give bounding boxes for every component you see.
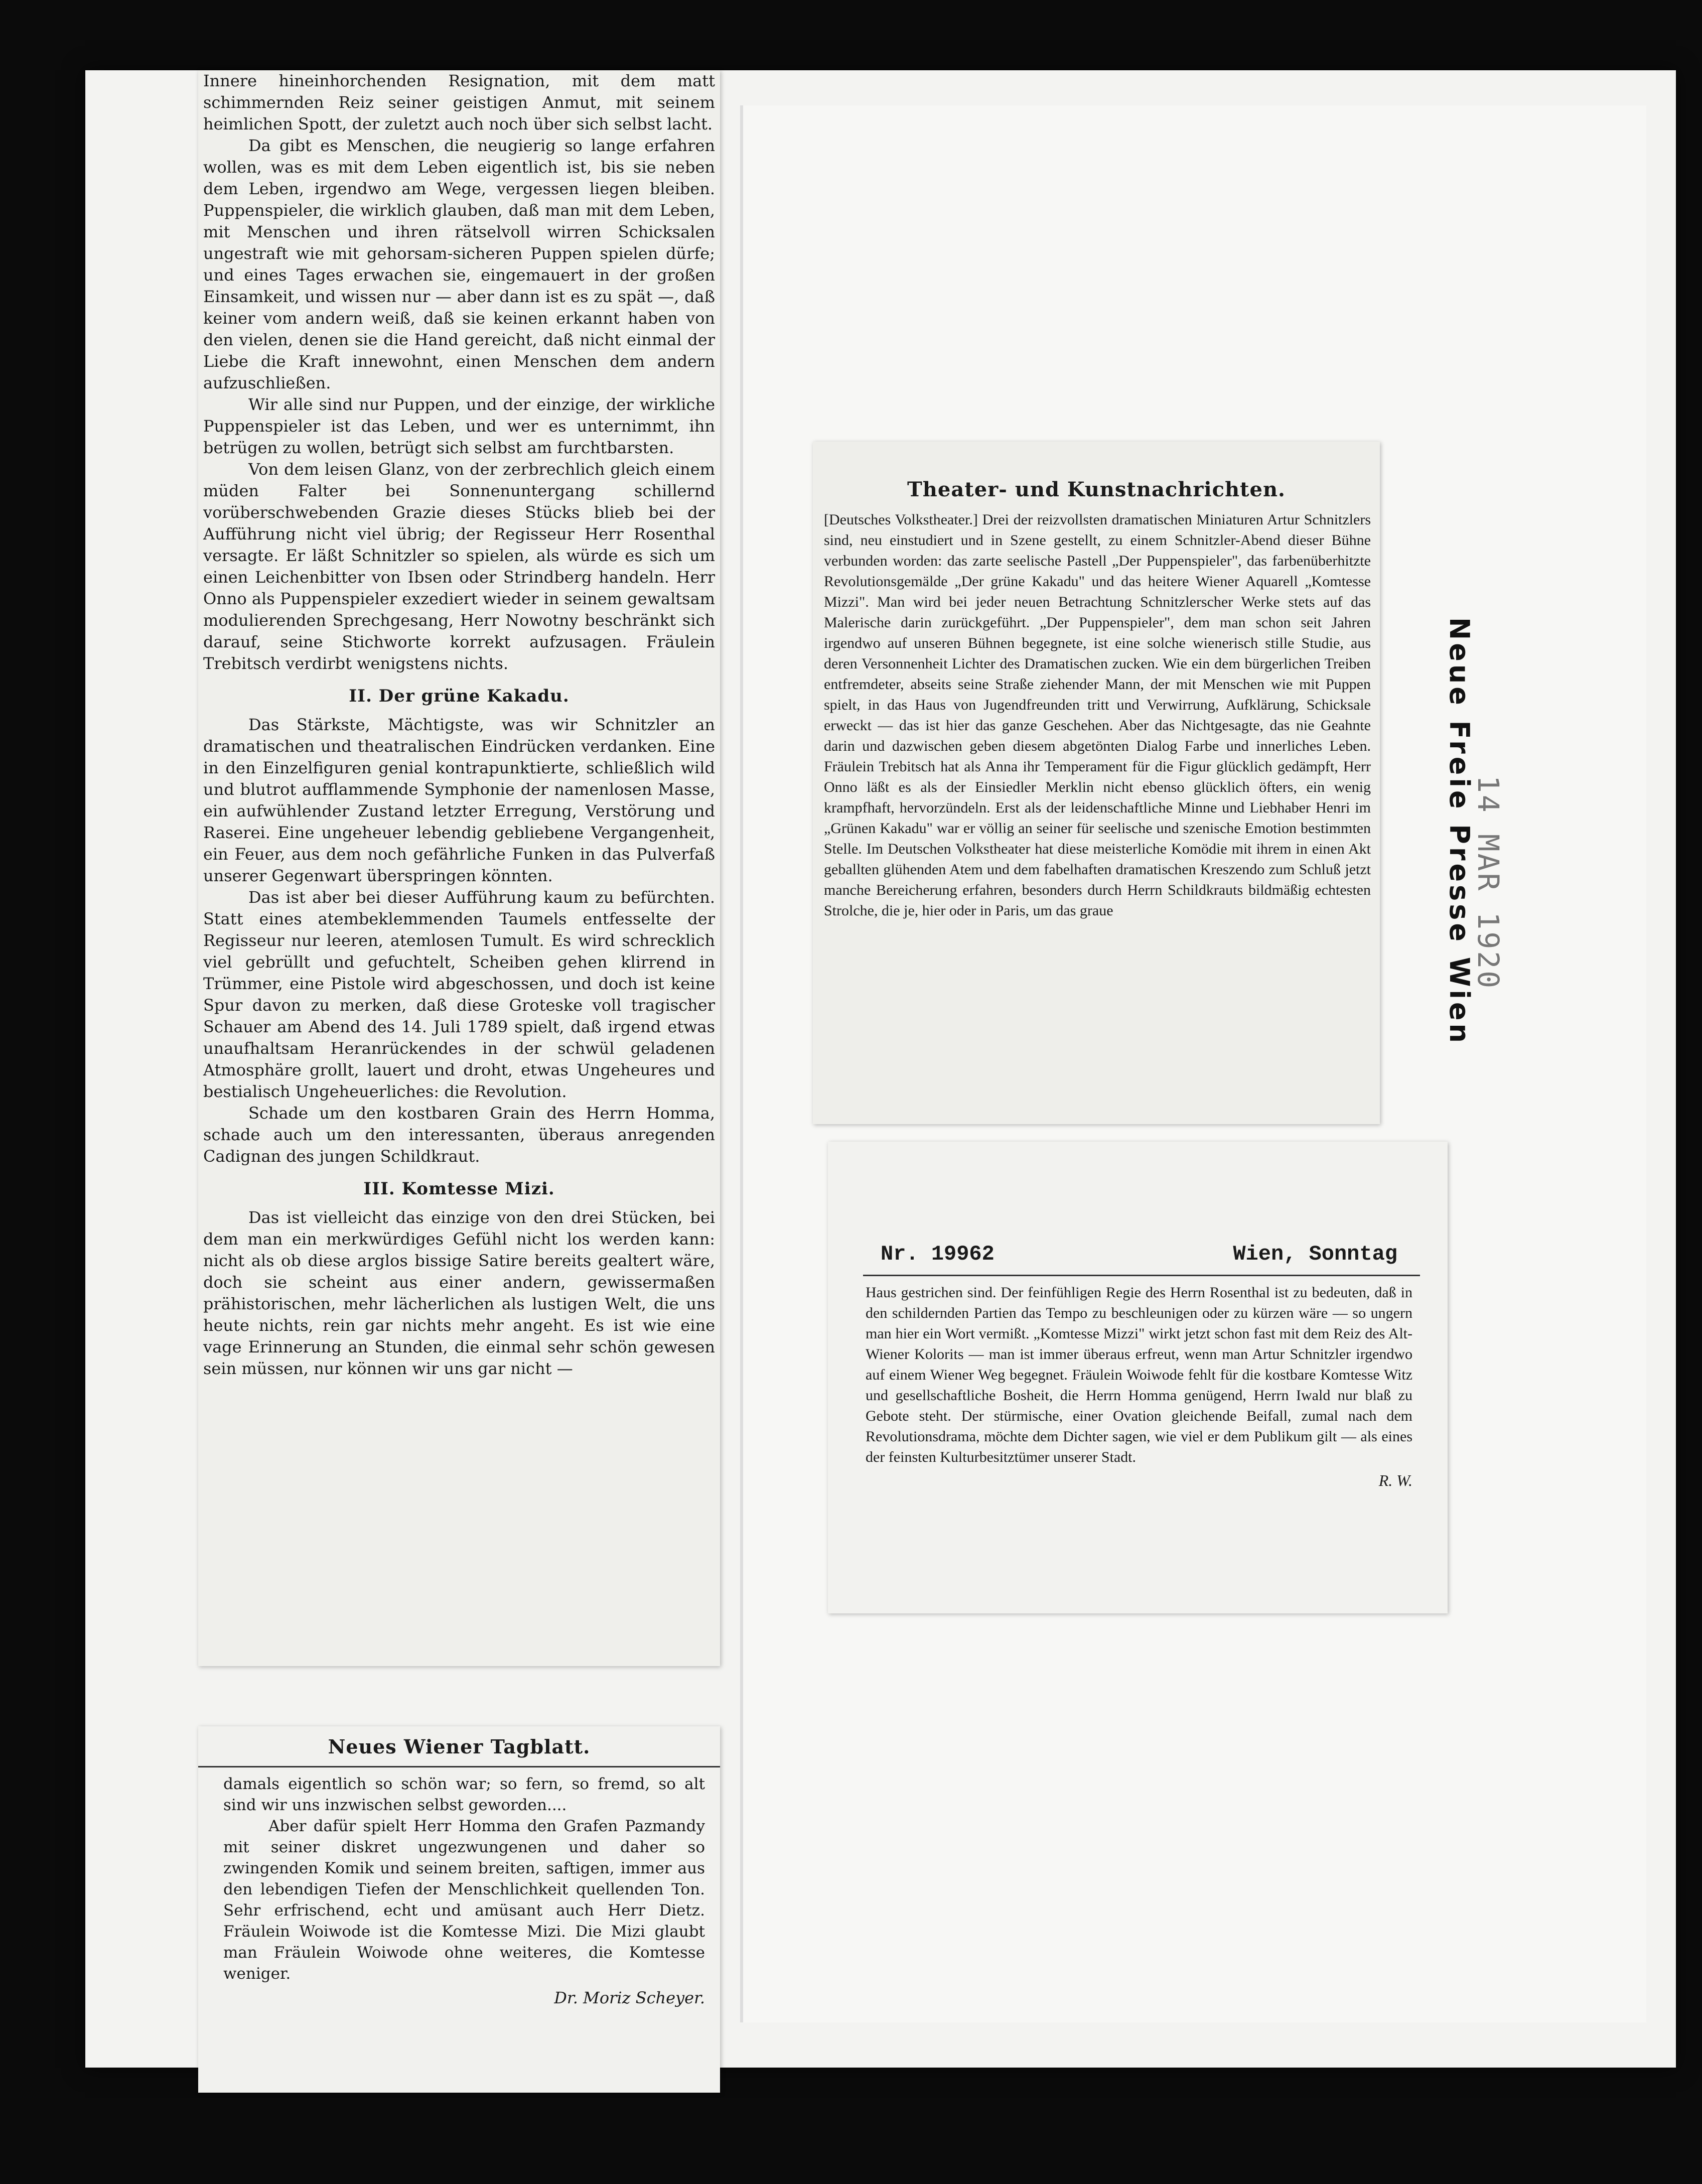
clipping-title: Theater- und Kunstnachrichten. [907,478,1286,501]
bottom-left-clipping [198,1726,720,2093]
paragraph: Von dem leisen Glanz, von der zerbrechlich gleich einem müden Falter bei Sonnenuntergang schillernd vorüberschwebenden Grazie dieses Stücks blieb bei der Aufführung nicht viel übrig; der Regisseur Herr Rosenthal versagte. Er läßt Schnitzler so spielen, als würde es sich um einen Leichenbitter von Ibsen oder Strindberg handeln. Herr Onno als Puppenspieler exzediert wieder in seinem gewaltsam modulierenden Sprechgesang, Herr Nowotny beschränkt sich darauf, seine Stichworte korrekt aufzusagen. Fräulein Trebitsch verdirbt wenigstens nichts. [203,460,715,673]
right-top-clipping [813,442,1380,1124]
paragraph: Aber dafür spielt Herr Homma den Grafen Pazmandy mit seiner diskret ungezwungenen und daher so zwingenden Komik und seinem breiten, saftigen, immer aus den lebendigen Tiefen der Menschlichkeit quellenden Ton. Sehr erfrischend, echt und amüsant auch Herr Dietz. Fräulein Woiwode ist die Komtesse Mizi. Die Mizi glaubt man Fräulein Woiwode ohne weiteres, die Komtesse weniger. [223,1817,705,1983]
paragraph: damals eigentlich so schön war; so fern, so fremd, so alt sind wir uns inzwischen selbst geworden.... [223,1775,705,1814]
masthead: Neues Wiener Tagblatt. [328,1735,591,1758]
section-heading: II. Der grüne Kakadu. [349,686,570,706]
author-signature: R. W. [1378,1471,1412,1489]
paragraph: Innere hineinhorchenden Resignation, mit dem matt schimmernden Reiz seiner geistigen Anmut, mit seinem heimlichen Spott, der zuletzt auch noch über sich selbst lacht. [203,71,715,133]
bottom-left-text [198,1767,720,2008]
paragraph: Das Stärkste, Mächtigste, was wir Schnitzler an dramatischen und theatralischen Eindrücken verdanken. Eine in den Einzelfiguren genial kontrapunktierte, schließlich wild und blutrot aufflammende Symphonie der namenlosen Masse, ein aufwühlender Zustand letzter Erregung, Verstörung und Raserei. Eine ungeheuer lebendig gebliebene Vergangenheit, ein Feuer, aus dem noch gefährliche Funken in das Pulverfaß unserer Gegenwart überspringen könnten. [203,715,715,885]
left-column-clipping [198,70,720,1666]
section-heading: III. Komtesse Mizi. [363,1179,555,1199]
paragraph: Schade um den kostbaren Grain des Herrn Homma, schade auch um den interessanten, überaus anregenden Cadignan des jungen Schildkraut. [203,1104,715,1166]
right-bottom-clipping [828,1142,1448,1613]
paragraph: Das ist vielleicht das einzige von den drei Stücken, bei dem man ein merkwürdiges Gefühl nicht los werden kann: nicht als ob diese arglos bissige Satire bereits gealtert wäre, doch sie scheint aus einer andern, gewissermaßen prähistorischen, mehr lächerlichen als lustigen Welt, die uns heute nichts, rein gar nichts mehr angeht. Es ist wie eine vage Erinnerung an Stunden, die einmal sehr schön gewesen sein müssen, nur können wir uns gar nicht — [203,1208,715,1378]
author-signature: Dr. Moriz Scheyer. [554,1988,705,2007]
date-stamp: 14 MAR 1920 [1471,775,1505,991]
left-column-text [198,70,720,1380]
clipping-header [881,1242,1397,1266]
issue-number: Nr. 19962 [881,1242,995,1266]
clipping-text [866,1282,1412,1491]
place-day: Wien, Sonntag [1233,1242,1397,1266]
clipping-body: Haus gestrichen sind. Der feinfühligen Regie des Herrn Rosenthal ist zu bedeuten, daß in den schildernden Partien das Tempo zu beschleunigen oder zu kürzen wäre — so ungern man hier ein Wort vermißt. „Komtesse Mizzi" wirkt jetzt schon fast mit dem Reiz des Alt-Wiener Kolorits — man ist immer überaus erfreut, wenn man Artur Schnitzler irgendwo auf einem Wiener Weg begegnet. Fräulein Woiwode fehlt für die kostbare Komtesse Witz und gesellschaftliche Bosheit, die Herrn Homma genügend, Herrn Iwald nur blaß zu Gebote steht. Der stürmische, einer Ovation gleichende Beifall, zumal nach dem Revolutionsdrama, möchte dem Dichter sagen, wie viel er dem Publikum gilt — als eines der feinsten Kulturbesitztümer unserer Stadt. [866,1284,1412,1465]
paragraph: Da gibt es Menschen, die neugierig so lange erfahren wollen, was es mit dem Leben eigentlich ist, bis sie neben dem Leben, irgendwo am Wege, vergessen liegen bleiben. Puppenspieler, die wirklich glauben, daß man mit dem Leben, mit Menschen und ihren rätselvoll wirren Schicksalen ungestraft wie mit gehorsam-sicheren Puppen spielen dürfe; und eines Tages erwachen sie, eingemauert in der großen Einsamkeit, und wissen nur — aber dann ist es zu spät —, daß keiner vom andern weiß, daß sie keinen erkannt haben von den vielen, denen sie die Hand gereicht, daß nicht einmal der Liebe die Kraft innewohnt, einen Menschen dem andern aufzuschließen. [203,136,715,392]
paragraph: Das ist aber bei dieser Aufführung kaum zu befürchten. Statt eines atembeklemmenden Taumels entfesselte der Regisseur nur leeren, atemlosen Tumult. Es wird schrecklich viel gebrüllt und gefuchtelt, Scheiben gehen klirrend in Trümmer, eine Pistole wird abgeschossen, und doch ist keine Spur davon zu merken, daß diese Groteske voll tragischer Schauer am Abend des 14. Juli 1789 spielt, daß irgend etwas unaufhaltsam Heranrückendes in der schwül geladenen Atmosphäre grollt, lauert und droht, etwas Ungeheures und bestialisch Ungeheuerliches: die Revolution. [203,888,715,1101]
divider-rule [863,1275,1420,1276]
paragraph: Wir alle sind nur Puppen, und der einzige, der wirkliche Puppenspieler ist das Leben, und wer es unternimmt, ihn betrügen zu wollen, betrügt sich selbst am furchtbarsten. [203,395,715,457]
newspaper-stamp: Neue Freie Presse Wien [1444,617,1475,1046]
clipping-text: [Deutsches Volkstheater.] Drei der reizvollsten dramatischen Miniaturen Artur Schnitzlers sind, neu einstudiert und in Szene gestellt, zu einem Schnitzler-Abend dieser Bühne verbunden worden: das zarte seelische Pastell „Der Puppenspieler", das farbenüberhitzte Revolutionsgemälde „Der grüne Kakadu" und das heitere Wiener Aquarell „Komtesse Mizzi". Man wird bei jeder neuen Betrachtung Schnitzlerscher Werke stets auf das Malerische darin zurückgeführt. „Der Puppenspieler", dem man schon seit Jahren irgendwo auf unseren Bühnen begegnete, ist eine solche wienerisch stille Studie, aus deren Versonnenheit Lichter des Dramatischen zucken. Wie ein dem bürgerlichen Treiben entfremdeter, abseits seine Straße ziehender Mann, der mit Menschen wie mit Puppen spielt, in das Haus von Jugendfreunden tritt und Verwirrung, Aufklärung, Schicksale erweckt — das ist hier das ganze Geschehen. Aber das Nichtgesagte, das nie Geahnte darin und dazwischen geben diesem abgetönten Dialog Farbe und innerliches Leben. Fräulein Trebitsch hat als Anna ihr Temperament für die Figur glücklich gedämpft, Herr Onno läßt es als der Einsiedler Merklin nicht ebenso glücklich öfters, ein wenig krampfhaft, hervorzündeln. Erst als der leidenschaftliche Minne und Liebhaber Henri im „Grünen Kakadu" war er völlig an seiner für seelische und szenische Emotion bestimmten Stelle. Im Deutschen Volkstheater hat diese meisterliche Komödie mit ihrem in einen Akt geballten glühenden Atem und dem fabelhaften dramatischen Kreszendo zum Schluß jetzt manche Bereicherung erfahren, besonders durch Herrn Schildkrauts bildmäßig echtesten Strolche, die je, hier oder in Paris, um das graue [824,511,1371,919]
